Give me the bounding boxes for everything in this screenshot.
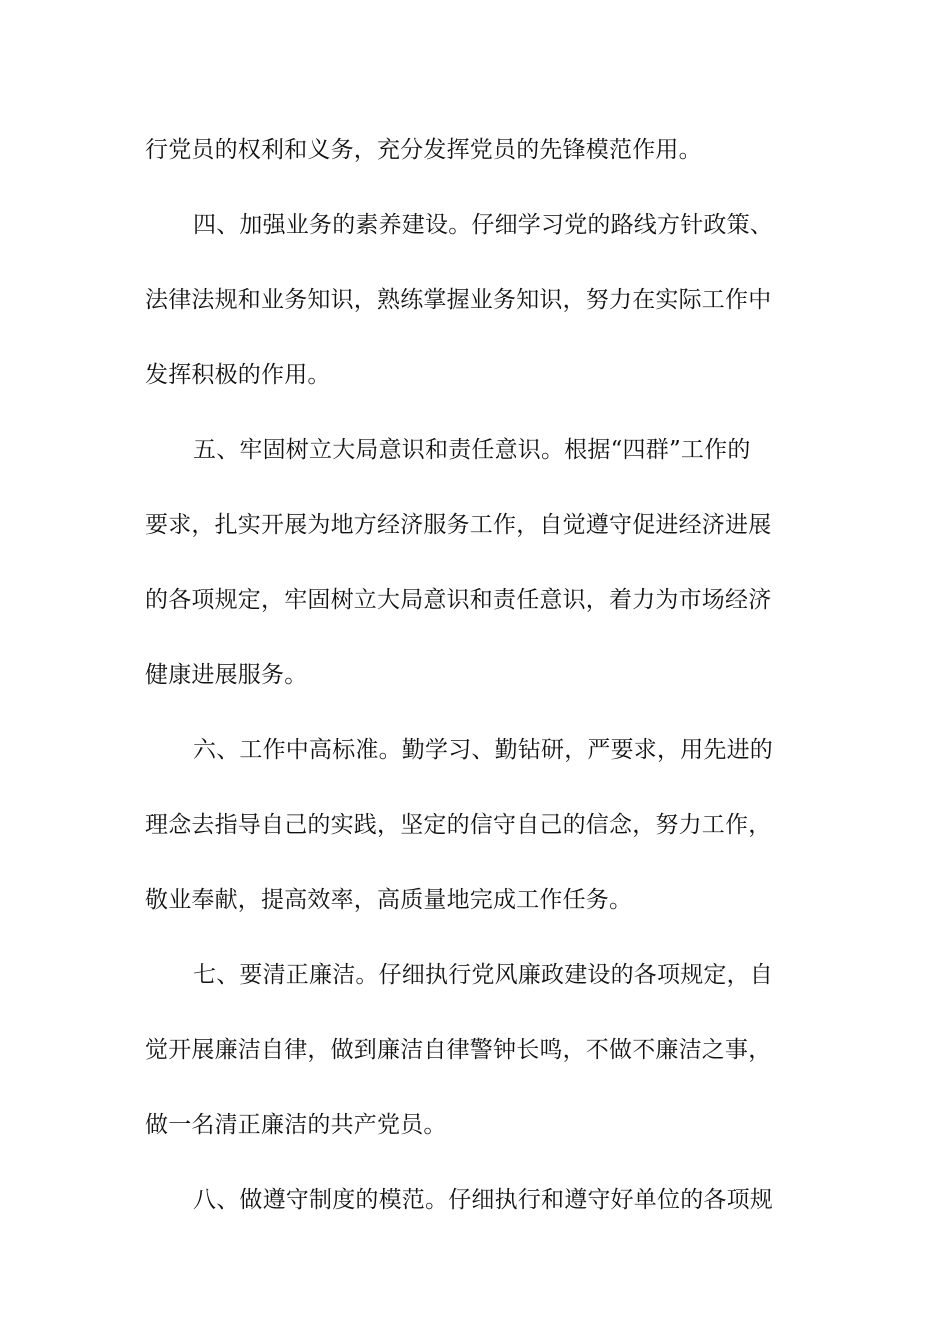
text-line: 要求，扎实开展为地方经济服务工作，自觉遵守促进经济进展	[145, 512, 772, 538]
text-line: 理念去指导自己的实践，坚定的信守自己的信念，努力工作，	[145, 812, 772, 838]
text-line: 做一名清正廉洁的共产党员。	[145, 1112, 447, 1138]
paragraph-5-line-1: 五、牢固树立大局意识和责任意识。根据“四群”工作的	[193, 437, 751, 463]
text-line: 觉开展廉洁自律，做到廉洁自律警钟长鸣，不做不廉洁之事，	[145, 1037, 772, 1063]
text-line: 行党员的权利和义务，充分发挥党员的先锋模范作用。	[145, 137, 702, 163]
paragraph-4-line-1: 四、加强业务的素养建设。仔细学习党的路线方针政策、	[193, 212, 773, 238]
text-line: 发挥积极的作用。	[145, 362, 331, 388]
text-line: 敬业奉献，提高效率，高质量地完成工作任务。	[145, 887, 633, 913]
text-line: 健康进展服务。	[145, 662, 308, 688]
text-line: 的各项规定，牢固树立大局意识和责任意识，着力为市场经济	[145, 587, 772, 613]
paragraph-7-line-1: 七、要清正廉洁。仔细执行党风廉政建设的各项规定，自	[193, 962, 773, 988]
text-line: 法律法规和业务知识，熟练掌握业务知识，努力在实际工作中	[145, 287, 772, 313]
paragraph-6-line-1: 六、工作中高标准。勤学习、勤钻研，严要求，用先进的	[193, 737, 773, 763]
paragraph-8-line-1: 八、做遵守制度的模范。仔细执行和遵守好单位的各项规	[193, 1187, 773, 1213]
